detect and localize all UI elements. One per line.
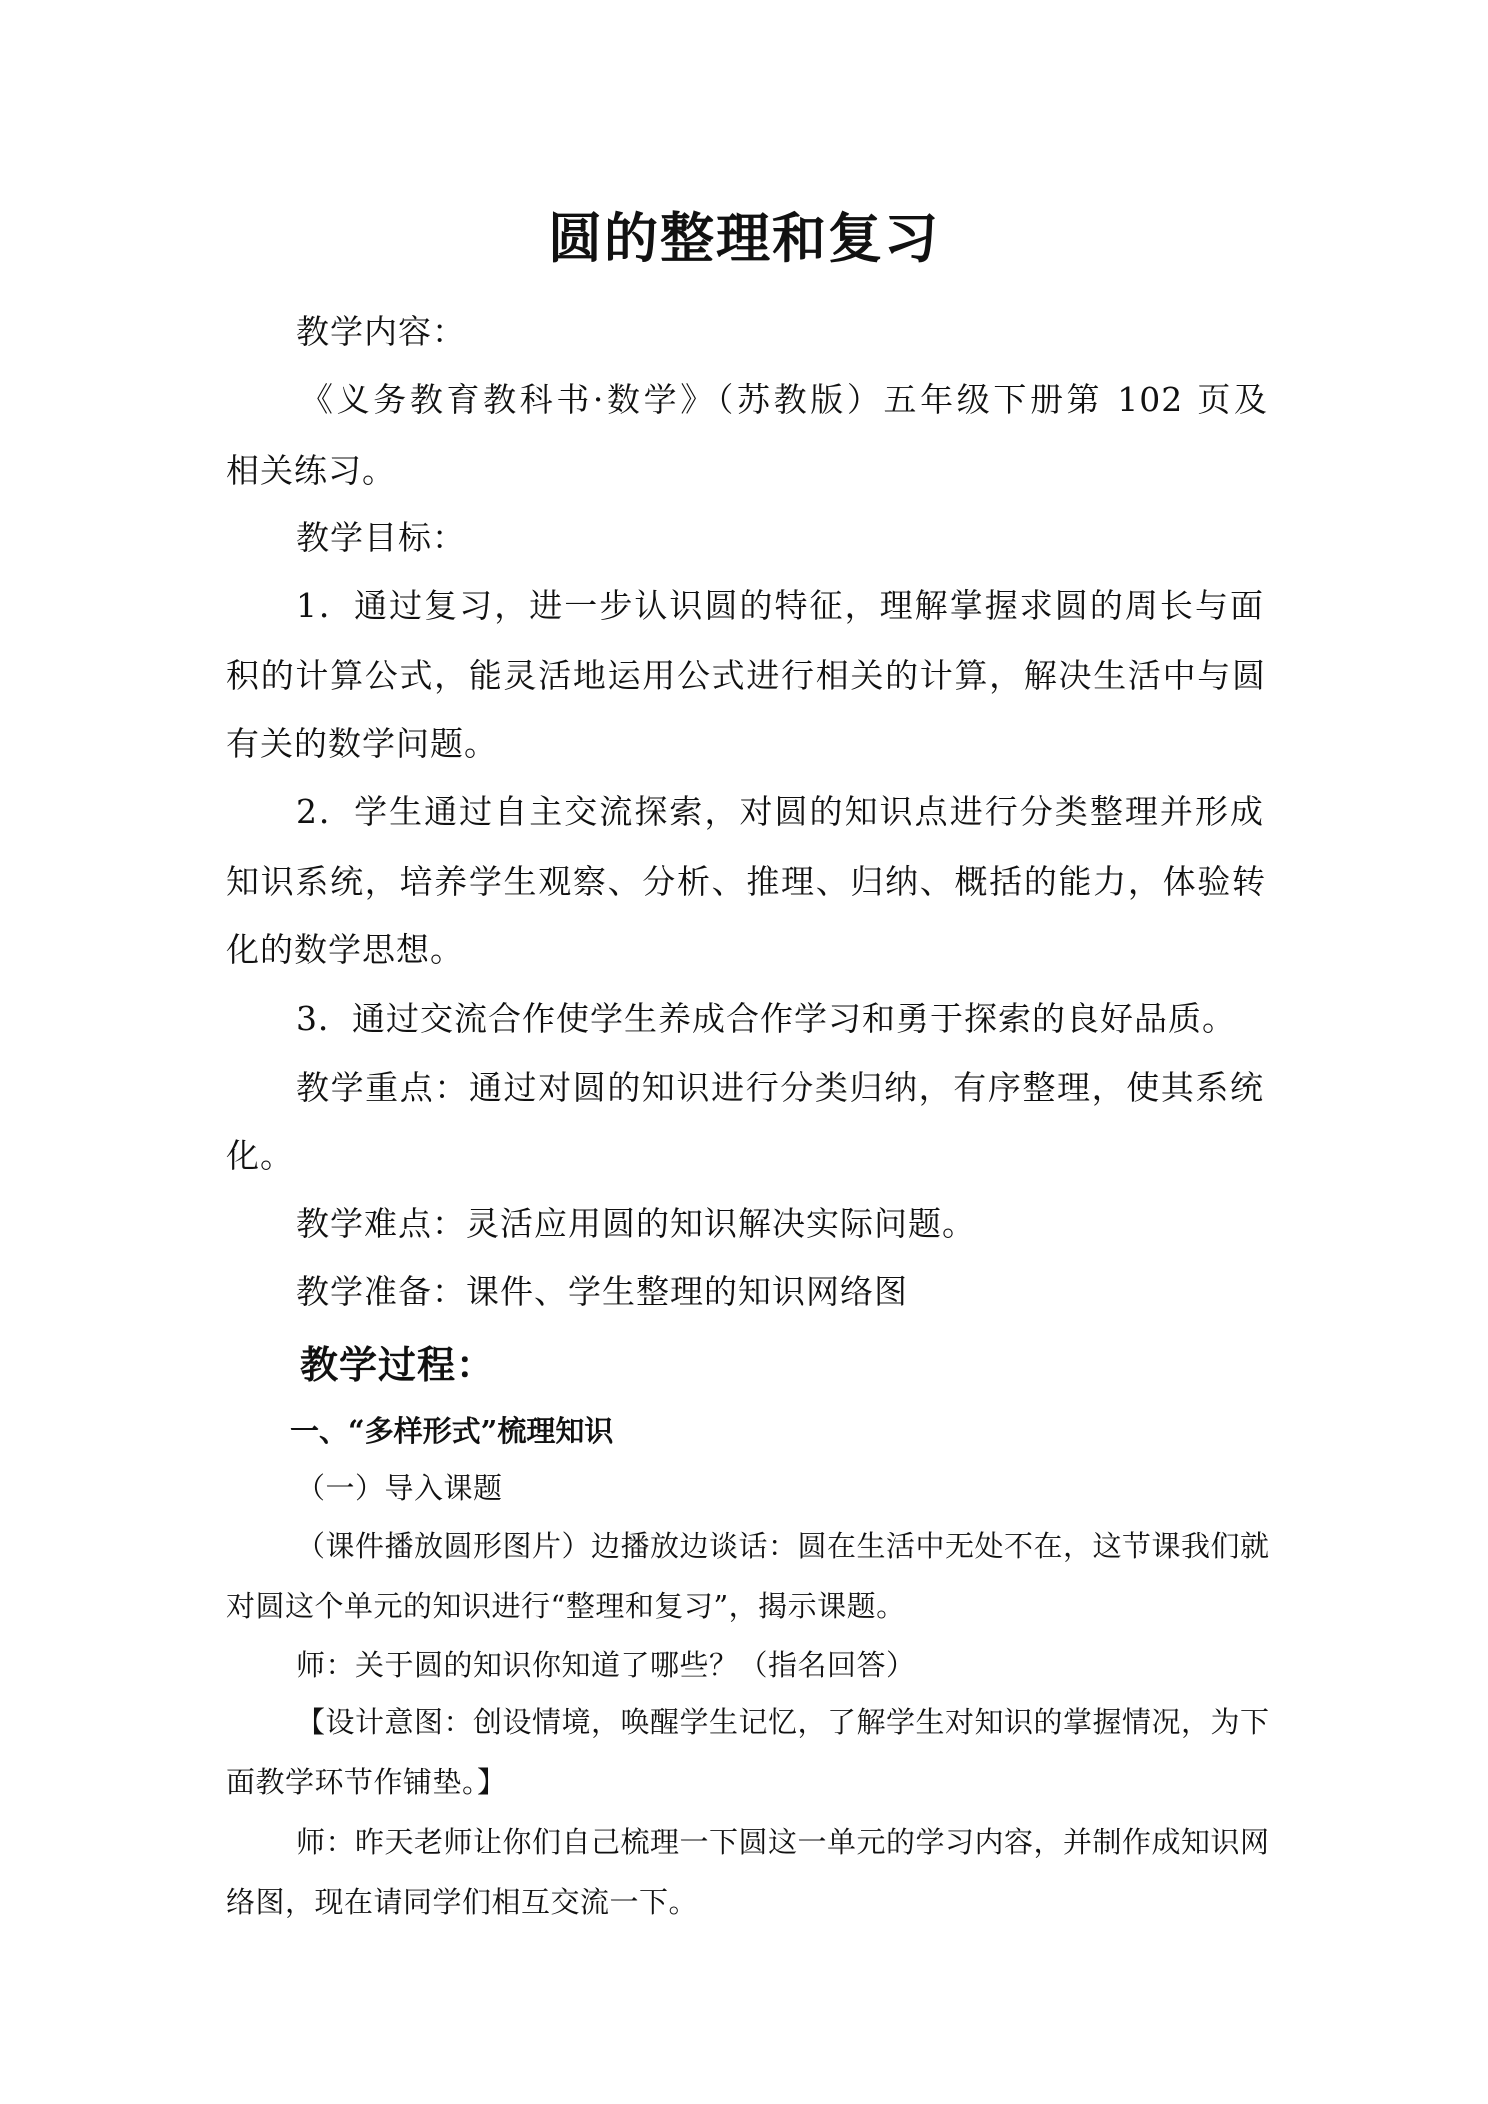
paragraph-3-line-1: 师：昨天老师让你们自己梳理一下圆这一单元的学习内容，并制作成知识网 <box>296 1825 1270 1859</box>
teaching-content-label: 教学内容： <box>296 312 466 351</box>
paragraph-2: 师：关于圆的知识你知道了哪些？（指名回答） <box>296 1648 916 1682</box>
teaching-content-line-1: 《义务教育教科书·数学》（苏教版）五年级下册第 102 页及 <box>300 380 1268 419</box>
section-1-heading: 一、“多样形式”梳理知识 <box>290 1414 614 1448</box>
preparation-line: 教学准备：课件、学生整理的知识网络图 <box>296 1272 908 1311</box>
key-point-line-1: 教学重点：通过对圆的知识进行分类归纳，有序整理，使其系统 <box>296 1068 1264 1107</box>
teaching-goals-label: 教学目标： <box>296 518 466 557</box>
key-point-line-2: 化。 <box>226 1136 294 1175</box>
difficulty-line: 教学难点：灵活应用圆的知识解决实际问题。 <box>296 1204 976 1243</box>
goal-3-line-1: 3．通过交流合作使学生养成合作学习和勇于探索的良好品质。 <box>296 999 1236 1038</box>
goal-2-line-2: 知识系统，培养学生观察、分析、推理、归纳、概括的能力，体验转 <box>226 862 1266 901</box>
paragraph-3-line-2: 络图，现在请同学们相互交流一下。 <box>226 1885 699 1919</box>
paragraph-1-line-2: 对圆这个单元的知识进行“整理和复习”，揭示课题。 <box>226 1589 906 1623</box>
goal-1-line-3: 有关的数学问题。 <box>226 724 498 763</box>
goal-2-line-3: 化的数学思想。 <box>226 930 464 969</box>
document-title: 圆的整理和复习 <box>548 206 940 270</box>
design-intent-line-1: 【设计意图：创设情境，唤醒学生记忆，了解学生对知识的掌握情况，为下 <box>296 1705 1270 1739</box>
teaching-content-line-2: 相关练习。 <box>226 451 396 490</box>
paragraph-1-line-1: （课件播放圆形图片）边播放边谈话：圆在生活中无处不在，这节课我们就 <box>296 1529 1270 1563</box>
goal-1-line-1: 1．通过复习，进一步认识圆的特征，理解掌握求圆的周长与面 <box>296 586 1264 625</box>
goal-2-line-1: 2．学生通过自主交流探索，对圆的知识点进行分类整理并形成 <box>296 792 1264 831</box>
subsection-1-heading: （一）导入课题 <box>296 1471 503 1505</box>
design-intent-line-2: 面教学环节作铺垫。】 <box>226 1765 507 1799</box>
process-heading: 教学过程： <box>300 1342 496 1387</box>
goal-1-line-2: 积的计算公式，能灵活地运用公式进行相关的计算，解决生活中与圆 <box>226 656 1266 695</box>
